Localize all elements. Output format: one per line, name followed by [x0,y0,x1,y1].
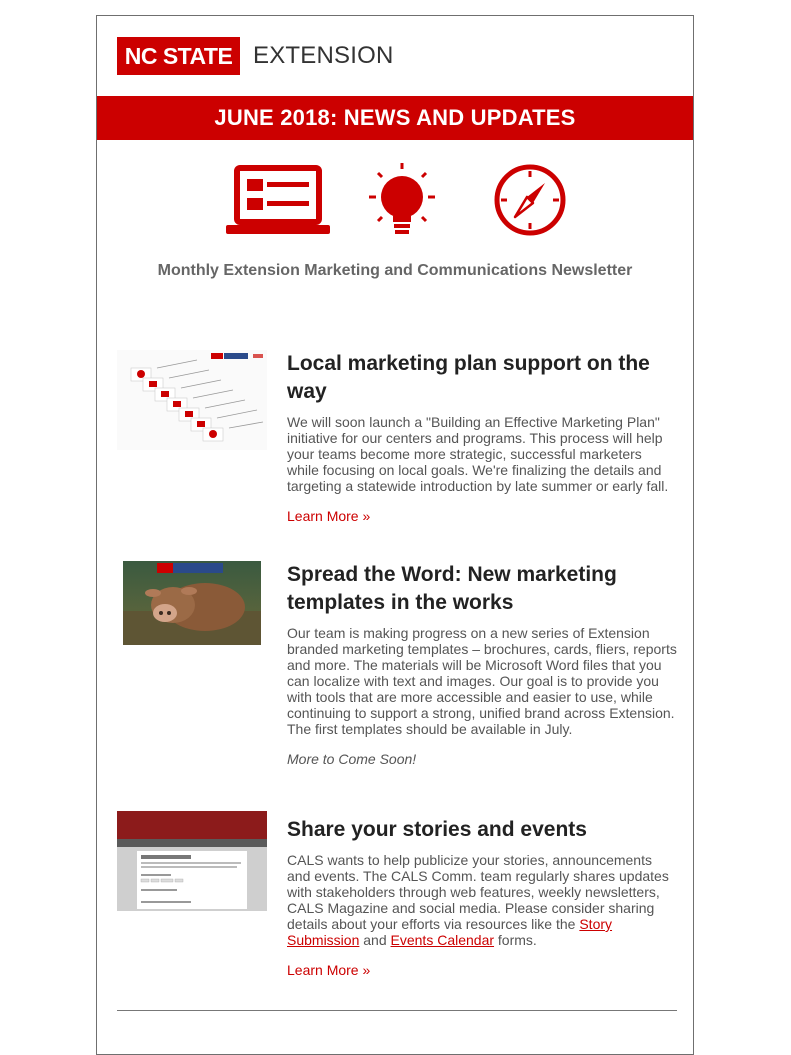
more-to-come-note: More to Come Soon! [287,751,417,767]
article-thumbnail[interactable] [117,350,267,450]
story-submission-screenshot-image [117,811,267,911]
nc-state-extension-logo[interactable] [117,37,394,75]
article-text: We will soon launch a "Building an Effective Marketing Plan" initiative for our centers and programs. This process will help your teams become more strategic, successful marketers while focusing on local goals. We're finalizing the details and targeting a statewide introduction by late summer or early fall. [287,414,669,494]
article-title: Spread the Word: New marketing templates in the works [287,563,617,614]
events-calendar-link[interactable]: Events Calendar [390,932,495,948]
newsletter-subtitle: Monthly Extension Marketing and Communications Newsletter [157,262,633,279]
icon-row [97,161,693,251]
article-text-part: forms. [494,932,537,948]
article-templates [117,561,677,801]
marketing-plan-steps-image [117,350,267,450]
footer-divider [117,1010,677,1011]
article-body [287,350,677,526]
article-body [287,816,677,980]
article-title: Local marketing plan support on the way [287,352,650,403]
article-share-stories [117,816,677,996]
article-text: Our team is making progress on a new series of Extension branded marketing templates – brochures, cards, fliers, reports and more. The materials will be Microsoft Word files that you can localize with text and images. Our goal is to provide you with tools that are more accessible and easier to use, while continuing to support a strong, unified brand across Extension. The first templates should be available in July. [287,625,677,737]
laptop-icon [225,165,331,237]
compass-icon [493,163,567,237]
lightbulb-icon [367,161,437,239]
newsletter-card [96,15,694,1055]
article-text-part: CALS wants to help publicize your stories, announcements and events. The CALS Comm. team regularly shares updates with stakeholders through web features, weekly newsletters, CALS Magazine and social media. Please consider sharing details about your efforts via resources like the [287,852,669,932]
article-text-part: and [359,932,391,948]
logo-extension: EXTENSION [253,42,394,69]
article-thumbnail[interactable] [123,561,261,645]
logo-nc-state: NC STATE [117,37,240,75]
learn-more-link[interactable]: Learn More » [287,962,371,978]
article-thumbnail[interactable] [117,811,267,911]
newsletter-banner [97,96,693,140]
banner-title: JUNE 2018: NEWS AND UPDATES [214,105,576,130]
article-marketing-plan [117,350,677,530]
cow-photo-image [123,561,261,645]
article-text [287,852,677,948]
learn-more-link[interactable]: Learn More » [287,508,371,524]
article-title: Share your stories and events [287,818,587,841]
article-body [287,561,677,767]
story-submission-link[interactable]: Story Submission [287,916,613,948]
